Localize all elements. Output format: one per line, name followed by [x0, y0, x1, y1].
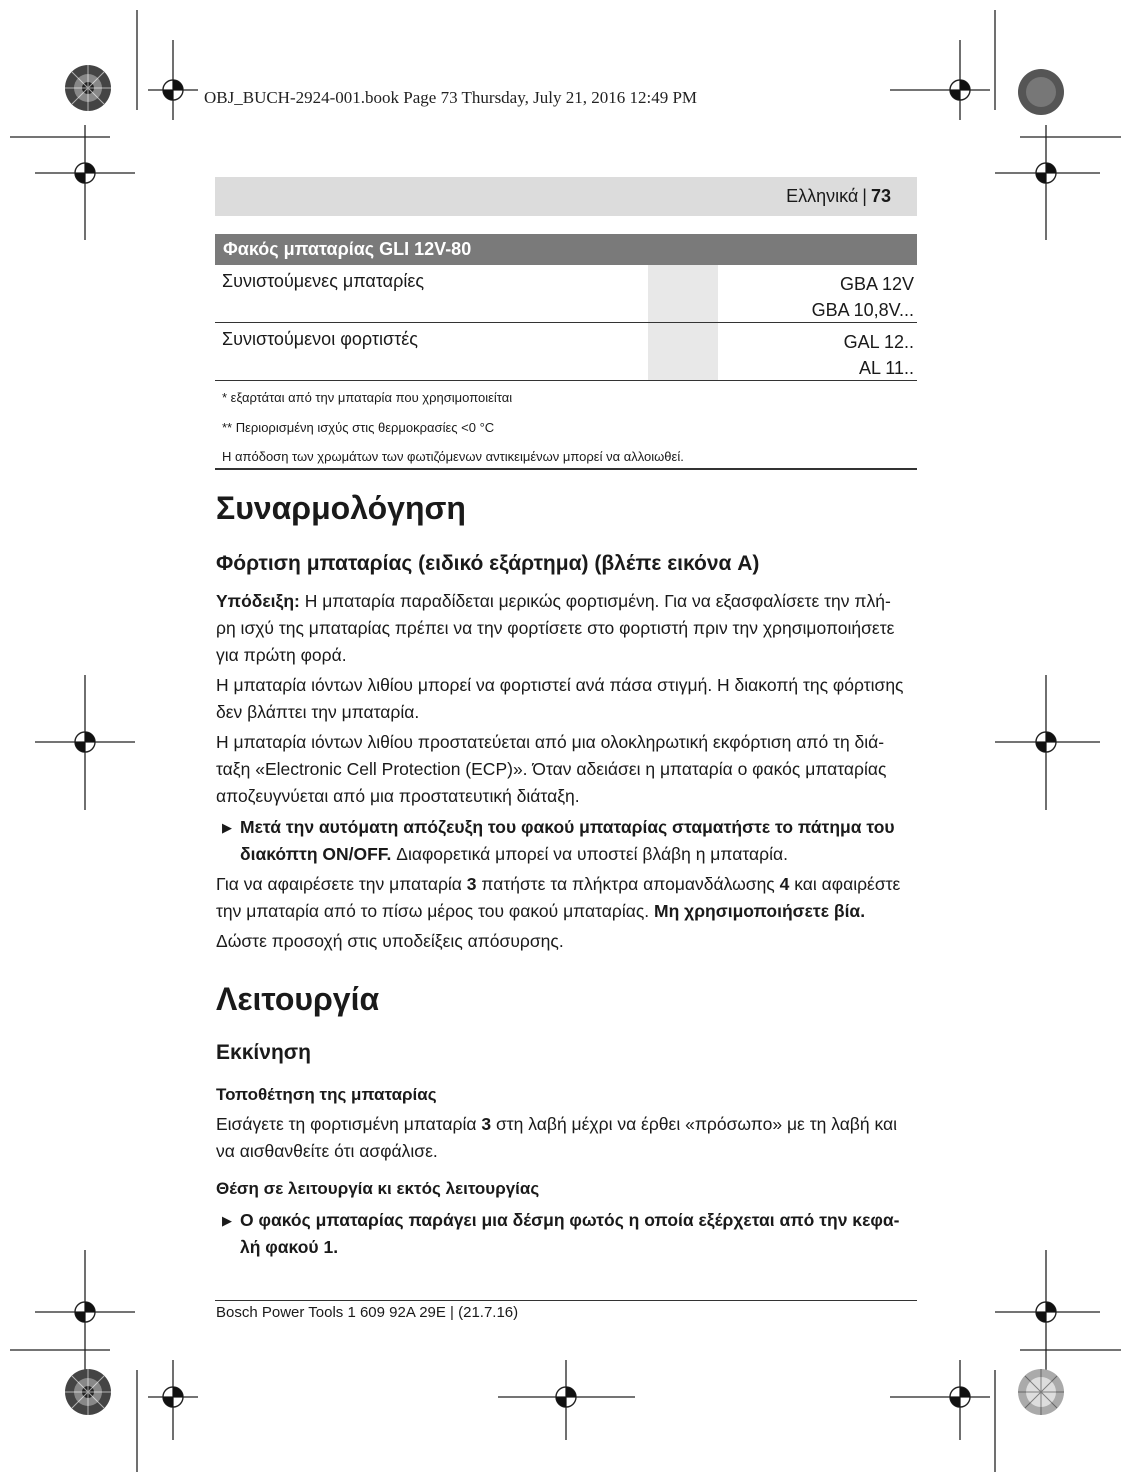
part-number: 3: [481, 1114, 492, 1134]
warning-bullet: [216, 814, 926, 868]
part-number: 3: [466, 874, 477, 894]
paragraph: [216, 729, 921, 810]
page-number: 73: [870, 186, 891, 206]
text-line: Μετά την αυτόματη απόζευξη του φακού μπαταρίας σταματήστε το πάτημα του: [240, 817, 895, 837]
value-line: GBA 12V: [839, 274, 914, 294]
text-span: πατήστε τα πλήκτρα απομανδάλωσης: [476, 874, 780, 894]
header-separator: |: [862, 186, 867, 206]
text-span: Εισάγετε τη φορτισμένη μπαταρία: [216, 1114, 482, 1134]
value-line: GAL 12..: [843, 332, 914, 352]
table-cell-label: Συνιστούμενες μπαταρίες: [222, 271, 425, 291]
paragraph: [216, 672, 921, 726]
text-line: ρη ισχύ της μπαταρίας πρέπει να την φορτίσετε στο φορτιστή πριν την χρησιμοποιήσετε: [216, 618, 895, 638]
page-footer: Bosch Power Tools 1 609 92A 29E | (21.7.16): [216, 1304, 519, 1321]
table-column-shade: [648, 265, 718, 322]
heading-battery-insertion: Τοποθέτηση της μπαταρίας: [216, 1085, 437, 1104]
text-line: να αισθανθείτε ότι ασφάλισε.: [216, 1141, 438, 1161]
table-column-shade: [648, 323, 718, 380]
table-row: [215, 265, 917, 323]
language-label: Ελληνικά: [786, 186, 859, 206]
text-span: στη λαβή μέχρι να έρθει «πρόσωπο» με τη λαβή και: [491, 1114, 898, 1134]
bullet-triangle-icon: ▶: [222, 820, 232, 835]
text-line: αποζευγνύεται από μια προστατευτική διάταξη.: [216, 786, 580, 806]
text-span: Για να αφαιρέσετε την μπαταρία: [216, 874, 467, 894]
text-line: Η μπαταρία ιόντων λιθίου μπορεί να φορτιστεί ανά πάσα στιγμή. Η διακοπή της φόρτισης: [216, 675, 904, 695]
text-line: Ο φακός μπαταρίας παράγει μια δέσμη φωτός η οποία εξέρχεται από την κεφα-: [240, 1210, 900, 1230]
table-footnote: ** Περιορισμένη ισχύς στις θερμοκρασίες <0 °C: [222, 420, 495, 435]
text-span: και αφαιρέστε: [789, 874, 901, 894]
paragraph: [216, 1111, 921, 1165]
footer-divider: [215, 1300, 917, 1301]
text-span: την μπαταρία από το πίσω μέρος του φακού μπαταρίας.: [216, 901, 655, 921]
text-line: ταξη «Electronic Cell Protection (ECP)». Όταν αδειάσει η μπαταρία ο φακός μπαταρίας: [216, 759, 887, 779]
spec-table: [215, 234, 917, 381]
text-line: Η μπαταρία ιόντων λιθίου προστατεύεται από μια ολοκληρωτική εκφόρτιση από τη διά-: [216, 732, 885, 752]
section-title-operation: Λειτουργία: [216, 981, 380, 1017]
subsection-title-startup: Εκκίνηση: [216, 1041, 311, 1064]
subsection-title-charging: Φόρτιση μπαταρίας (ειδικό εξάρτημα) (βλέπε εικόνα A): [216, 552, 760, 575]
spec-table-title: Φακός μπαταρίας GLI 12V-80: [215, 234, 917, 265]
table-row: [215, 323, 917, 381]
table-cell-value: [844, 329, 914, 381]
table-cell-label: Συνιστούμενοι φορτιστές: [222, 329, 418, 349]
value-line: AL 11..: [858, 358, 914, 378]
paragraph: Δώστε προσοχή στις υποδείξεις απόσυρσης.: [216, 931, 564, 951]
page-header: [786, 186, 891, 207]
bullet-triangle-icon: ▶: [222, 1213, 232, 1228]
section-title-assembly: Συναρμολόγηση: [216, 490, 466, 526]
book-header: OBJ_BUCH-2924-001.book Page 73 Thursday, July 21, 2016 12:49 PM: [204, 88, 698, 107]
table-footnote: Η απόδοση των χρωμάτων των φωτιζόμενων αντικειμένων μπορεί να αλλοιωθεί.: [222, 449, 684, 464]
note-label: Υπόδειξη:: [216, 591, 300, 611]
part-number: 4: [779, 874, 790, 894]
divider: [215, 468, 917, 470]
warning-bullet: [216, 1207, 926, 1261]
text-line: λή φακού 1.: [240, 1237, 339, 1257]
text-line: Η μπαταρία παραδίδεται μερικώς φορτισμένη. Για να εξασφαλίσετε την πλή-: [299, 591, 891, 611]
text-line: διακόπτη ON/OFF.: [240, 844, 392, 864]
warning-text: Μη χρησιμοποιήσετε βία.: [654, 901, 866, 921]
text-line: Διαφορετικά μπορεί να υποστεί βλάβη η μπαταρία.: [391, 844, 788, 864]
text-line: για πρώτη φορά.: [216, 645, 347, 665]
paragraph: [216, 871, 921, 925]
value-line: GBA 10,8V...: [811, 300, 914, 320]
paragraph-note: [216, 588, 921, 669]
table-footnote: * εξαρτάται από την μπαταρία που χρησιμοποιείται: [222, 390, 513, 405]
table-cell-value: [812, 271, 914, 323]
heading-on-off: Θέση σε λειτουργία κι εκτός λειτουργίας: [216, 1179, 540, 1198]
page-header-band: [215, 177, 917, 216]
text-line: δεν βλάπτει την μπαταρία.: [216, 702, 420, 722]
